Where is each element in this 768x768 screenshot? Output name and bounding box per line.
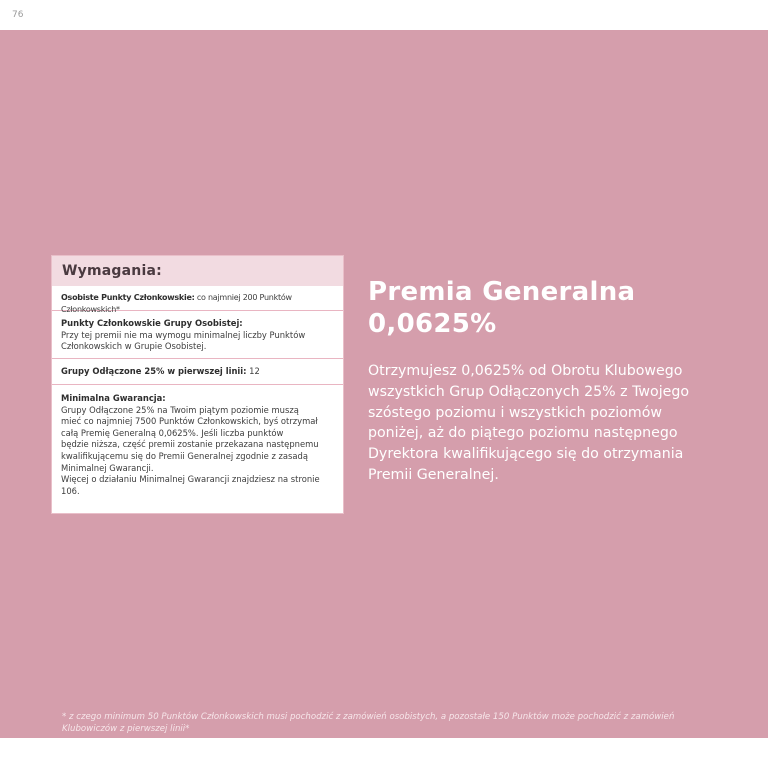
requirement-text: Grupy Odłączone 25% na Twoim piątym poziomie muszą: [61, 404, 299, 415]
bonus-description-line: wszystkich Grup Odłączonych 25% z Twojego: [368, 383, 690, 400]
requirement-text: Przy tej premii nie ma wymogu minimalnej liczby Punktów: [61, 329, 306, 340]
requirement-text: Więcej o działaniu Minimalnej Gwarancji znajdziesz na stronie 106.: [61, 474, 320, 496]
requirement-value: co najmniej 200 Punktów Członkowskich*: [61, 293, 292, 314]
bonus-description-line: poniżej, aż do piątego poziomu następnego: [368, 425, 678, 442]
bonus-rate: 0,0625%: [368, 309, 497, 339]
requirement-label: Punkty Członkowskie Grupy Osobistej:: [61, 318, 243, 328]
footnote: [62, 711, 742, 735]
requirement-label: Minimalna Gwarancja:: [61, 393, 166, 403]
bonus-description-line: Premii Generalnej.: [368, 466, 499, 483]
page-number: 76: [12, 10, 24, 20]
requirement-detached-groups: [52, 359, 343, 385]
requirement-value: 12: [246, 366, 260, 376]
bonus-description-line: Dyrektora kwalifikującego się do otrzymania: [368, 446, 684, 463]
requirement-text: całą Premię Generalną 0,0625%. Jeśli liczba punktów: [61, 427, 284, 438]
requirement-group-points: [52, 311, 343, 359]
requirement-label: Osobiste Punkty Członkowskie:: [61, 293, 195, 302]
bonus-description: [368, 361, 748, 486]
requirements-title: Wymagania:: [52, 256, 343, 286]
bonus-description-line: Otrzymujesz 0,0625% od Obrotu Klubowego: [368, 363, 683, 379]
bonus-title: [368, 276, 738, 340]
requirement-text: kwalifikującemu się do Premii Generalnej zgodnie z zasadą: [61, 450, 308, 461]
requirement-text: mieć co najmniej 7500 Punktów Członkowskich, byś otrzymał: [61, 416, 318, 427]
requirement-label: Grupy Odłączone 25% w pierwszej linii:: [61, 366, 247, 376]
footnote-line: * z czego minimum 50 Punktów Członkowskich musi pochodzić z zamówień osobistych, a pozostałe 150 Punktów może pochodzić z zamówień: [62, 712, 675, 722]
bonus-description-line: szóstego poziomu i wszystkich poziomów: [368, 404, 663, 421]
requirements-card: [51, 255, 344, 514]
requirement-text: Członkowskich w Grupie Osobistej.: [61, 341, 207, 352]
requirement-personal-points: [52, 286, 343, 314]
footnote-line: Klubowiczów z pierwszej linii*: [62, 724, 190, 734]
requirement-text: będzie niższa, część premii zostanie przekazana następnemu: [61, 439, 319, 450]
requirement-minimum-guarantee: [52, 385, 343, 502]
bonus-title-line: Premia Generalna: [368, 277, 636, 307]
requirement-text: Minimalnej Gwarancji.: [61, 462, 154, 473]
